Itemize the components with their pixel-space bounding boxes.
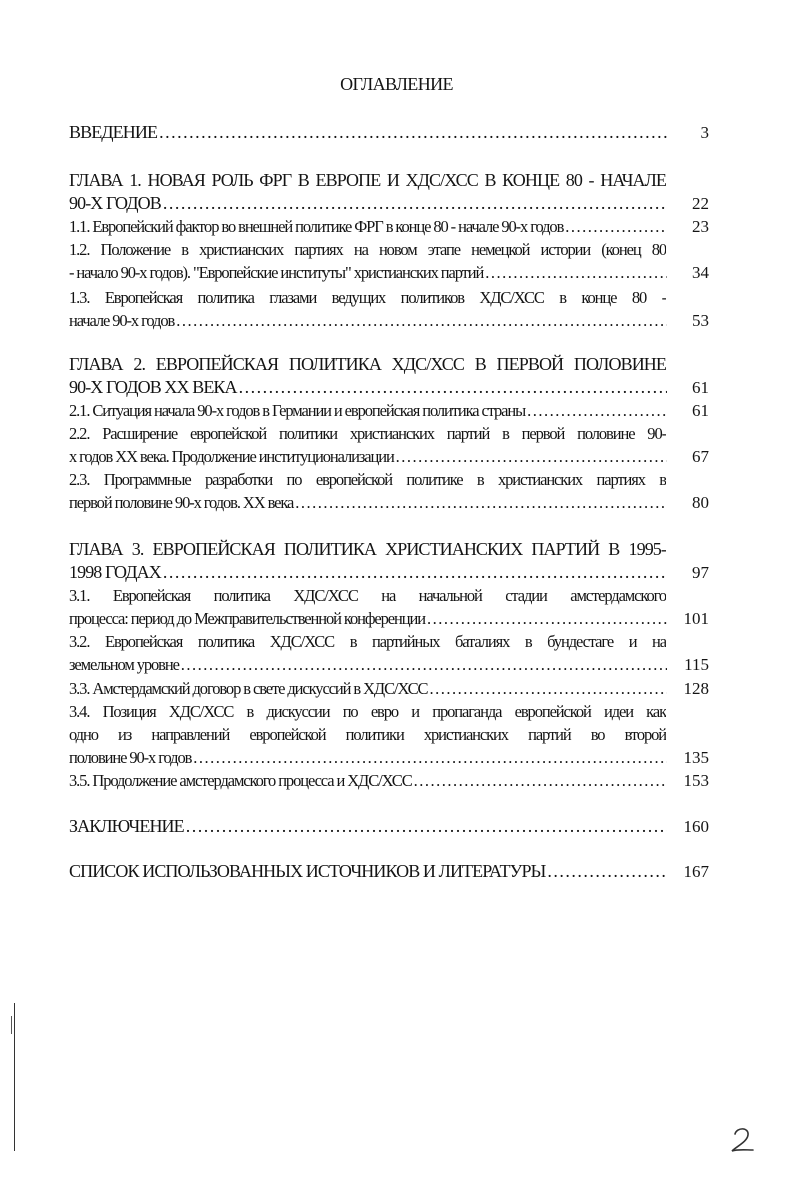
toc-entry-section-1-3 [69,286,709,332]
toc-entry-section-2-2 [69,422,709,468]
toc-entry-title-line: 3.2. Европейская политика ХДС/ХСС в партийных баталиях в бундестаге и на [69,632,666,651]
toc-entry-title-line: 3.4. Позиция ХДС/ХСС в дискуссии по евро и пропаганда европейской идеи как [69,702,666,721]
leader-dots [414,769,667,792]
toc-page-number: 23 [692,217,709,236]
toc-page-number: 80 [692,493,709,512]
leader-dots [163,561,667,584]
toc-entry-section-2-3 [69,468,709,514]
leader-dots [181,653,667,676]
toc-entry-title-line: 1998 ГОДАХ [69,562,161,582]
toc-entry-title-line: ГЛАВА 3. ЕВРОПЕЙСКАЯ ПОЛИТИКА ХРИСТИАНСКИХ ПАРТИЙ В 1995- [69,539,666,559]
toc-entry-title-line: х годов XX века. Продолжение институционализации [69,447,394,466]
toc-page-number: 3 [700,123,709,142]
page-title: ОГЛАВЛЕНИЕ [340,74,453,94]
leader-dots [485,261,667,284]
leader-dots [565,215,667,238]
toc-entry-section-1-1 [69,215,709,238]
toc-entry-title-line: 3.3. Амстердамский договор в свете дискуссий в ХДС/ХСС [69,679,428,698]
toc-page-number: 128 [683,679,709,698]
toc-entry-chapter-2 [69,353,709,399]
scan-margin-mark [11,1016,12,1034]
toc-entry-section-3-5 [69,769,709,792]
toc-page-number: 61 [692,401,709,420]
leader-dots [547,860,667,883]
toc-entry-conclusion [69,815,709,838]
toc-page-number: 97 [692,563,709,582]
toc-entry-section-3-1 [69,584,709,630]
toc-entry-chapter-3 [69,538,709,584]
toc-entry-title-line: 90-Х ГОДОВ [69,193,161,213]
toc-entry-title-line: ГЛАВА 1. НОВАЯ РОЛЬ ФРГ В ЕВРОПЕ И ХДС/ХСС В КОНЦЕ 80 - НАЧАЛЕ [69,170,666,190]
toc-entry-title-line: одно из направлений европейской политики христианских партий во второй [69,725,666,744]
toc-entry-title-line: половине 90-х годов [69,748,192,767]
leader-dots [396,445,667,468]
leader-dots [527,399,667,422]
toc-entry-section-2-1 [69,399,709,422]
leader-dots [193,746,667,769]
toc-entry-title-line: 2.3. Программные разработки по европейской политике в христианских партиях в [69,470,666,489]
toc-page-number: 22 [692,194,709,213]
toc-entry-title-line: 1.2. Положение в христианских партиях на новом этапе немецкой истории (конец 80 [69,240,666,259]
toc-page-number: 101 [683,609,709,628]
toc-entry-section-1-2 [69,238,709,284]
toc-page-number: 160 [683,817,709,836]
toc-entry-section-3-4 [69,700,709,769]
toc-entry-title-line: процесса: период до Межправительственной конференции [69,609,425,628]
toc-entry-title-line: земельном уровне [69,655,179,674]
leader-dots [186,815,667,838]
toc-entry-title-line: 1.3. Европейская политика глазами ведущих политиков ХДС/ХСС в конце 80 - [69,288,666,307]
leader-dots [163,192,667,215]
toc-entry-title: ЗАКЛЮЧЕНИЕ [69,816,184,836]
leader-dots [239,376,667,399]
leader-dots [429,677,667,700]
toc-entry-chapter-1 [69,169,709,215]
toc-page-number: 61 [692,378,709,397]
scan-margin-line [14,1003,15,1151]
toc-page-number: 167 [683,862,709,881]
toc-entry-introduction [69,121,709,144]
toc-entry-title-line: 2.2. Расширение европейской политики христианских партий в первой половине 90- [69,424,666,443]
leader-dots [159,121,667,144]
leader-dots [295,491,667,514]
toc-page-number: 67 [692,447,709,466]
toc-entry-title-line: - начало 90-х годов). "Европейские институты" христианских партий [69,263,484,282]
toc-entry-section-3-3 [69,677,709,700]
toc-entry-title-line: начале 90-х годов [69,311,175,330]
toc-entry-title-line: первой половине 90-х годов. XX века [69,493,294,512]
toc-page-number: 135 [683,748,709,767]
toc-entry-section-3-2 [69,630,709,676]
toc-entry-title: ВВЕДЕНИЕ [69,122,158,142]
toc-entry-title-line: 90-Х ГОДОВ XX ВЕКА [69,377,237,397]
handwritten-page-number [727,1124,757,1156]
toc-page-number: 153 [683,771,709,790]
toc-entry-title-line: 3.5. Продолжение амстердамского процесса и ХДС/ХСС [69,771,412,790]
toc-entry-title: СПИСОК ИСПОЛЬЗОВАННЫХ ИСТОЧНИКОВ И ЛИТЕРАТУРЫ [69,861,546,881]
toc-entry-title-line: 1.1. Европейский фактор во внешней политике ФРГ в конце 80 - начале 90-х годов [69,217,564,236]
leader-dots [176,309,667,332]
leader-dots [427,607,667,630]
toc-entry-title-line: 3.1. Европейская политика ХДС/ХСС на начальной стадии амстердамского [69,586,666,605]
toc-page-number: 115 [684,655,709,674]
toc-entry-title-line: ГЛАВА 2. ЕВРОПЕЙСКАЯ ПОЛИТИКА ХДС/ХСС В ПЕРВОЙ ПОЛОВИНЕ [69,354,666,374]
toc-page-number: 53 [692,311,709,330]
toc-page-number: 34 [692,263,709,282]
toc-entry-title-line: 2.1. Ситуация начала 90-х годов в Германии и европейская политика страны [69,401,526,420]
toc-entry-bibliography [69,860,709,883]
